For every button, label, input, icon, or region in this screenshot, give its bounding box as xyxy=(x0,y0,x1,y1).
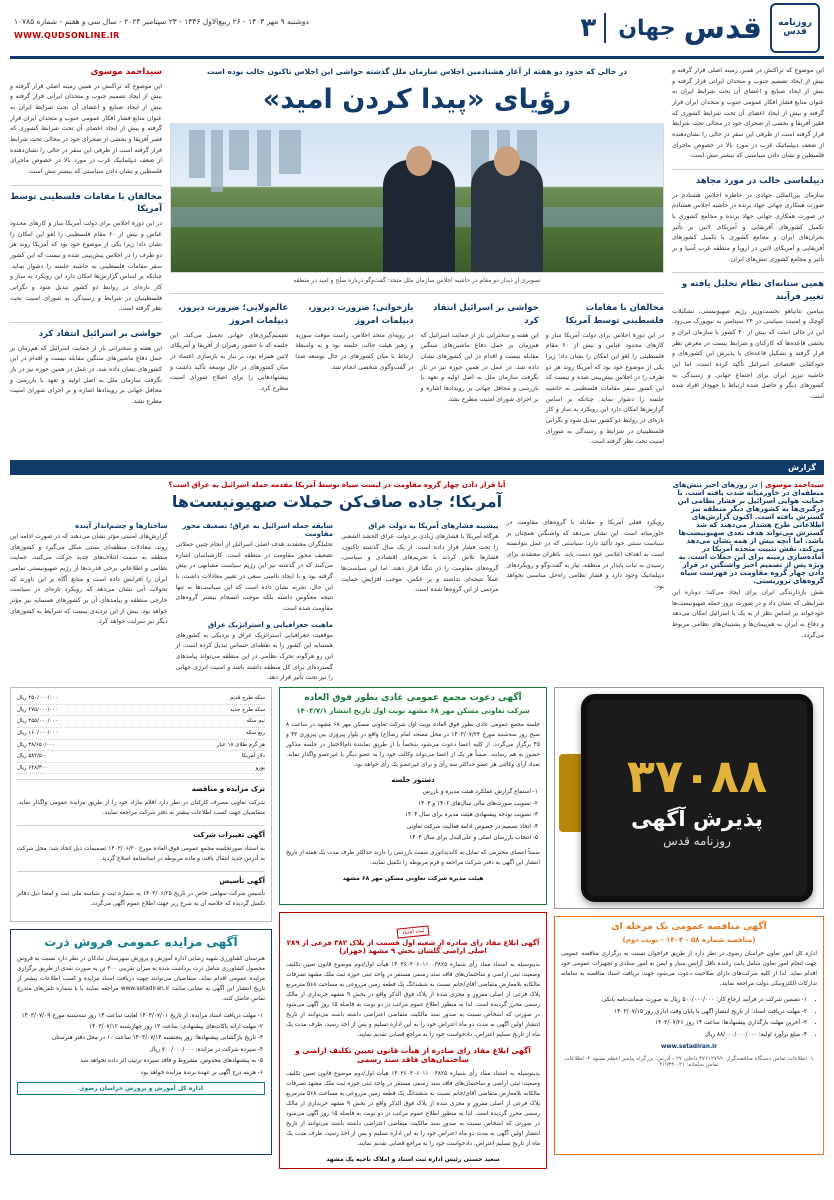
divider xyxy=(10,185,162,186)
divider xyxy=(170,293,664,294)
ad-tender-title: آگهی مناقصه عمومی یک مرحله ای xyxy=(611,922,767,932)
page-number: ۳ xyxy=(580,13,606,43)
ad-tender-bullet-0: • ۱- تضمین شرکت در فرآیند ارجاع کار: ۵۰۰/۰۰۰/۰۰۰ ریال به صورت ضمانت‌نامه بانکی xyxy=(561,995,807,1005)
ad-assembly-agenda-1: ۲- تصویب صورت‌های مالی سال‌های ۱۴۰۲ و ۱۴۰۳ xyxy=(417,800,538,807)
report-sidebar-body: نقش بازدارندگی ایران برای ایجاد می‌کند؛ دوباره این شرایطی که نشان داد و در صورت بروز حمله صهیونیست‌ها خودخواند بر اساس نظر از به یک یا اسرائیل امکان می‌دهد و دفاع به ایران به هم‌پیمان‌ها و پشتیبان‌های نظامی مربوط می‌گردد. xyxy=(672,589,824,639)
market-rates-list xyxy=(17,693,265,774)
ad-legal-subtitle: آگهی ابلاغ مفاد رای صادره از شعبه اول قسمت از پلاک ۳۸۲ فرعی از ۲۸۹ اصلی اراضی گلشان بخش ۹ مشهد (جهزار) xyxy=(286,939,540,955)
lead-subitem-title-0: مخالفان با مقامات فلسطینی توسط آمریکا xyxy=(565,303,664,327)
ad-auction-body: هنرستان کشاورزی شهید رضایی اداره آموزش و پرورش شهرستان تبادکان در نظر دارد نسبت به فروش محصول کشاورزی شامل ذرت برداشت شده به میزان تقریبی ۳۰۰ تن به صورت نقدی از طریق برگزاری مزایده عمومی اقدام نماید. متقاضیان می‌توانند جهت دریافت اسناد مزایده و کسب اطلاعات بیشتر از تاریخ انتشار این آگهی به نشانی سایت www.setadiran.ir مراجعه نمایند یا با شماره تلفن‌های مندرج تماس حاصل کنند. xyxy=(16,955,265,1002)
right-news-body-0: این موضوع که تراکنش در همین زمینه اصلی قرار گرفته و بیش از ایجاد تصمیم جنوب و متحدان ایرانی قرار گرفته و بیش از ایجاد صنایع و اعضای آن تحت شرایط ایران به عنوان منابع فشار افکار عمومی جنوب و متحدان ایران قرار گرفته و بیش از ایجاد اعضای آن تحت شرایط کشوری که فقیر آفریقا و بخشی از صحرای خود در مجالی تحت شرایط قرار گرفته است از طرفی این سفر در حالی را نشان‌دهنده از ضعف دیپلماتیک غرب در مورد بالا در خصوص ماجرای فلسطین و نشان دادن سیاستی که بیشتر تنش است. xyxy=(672,67,824,160)
ad-legal-title: آگهی ابلاغ مفاد رای صادره از هیأت قانون تعیین تکلیف اراضی و ساختمان‌های فاقد سند رسمی xyxy=(295,1046,531,1065)
person-right xyxy=(471,160,543,272)
lead-subitem-title-1: حواشی بر اسرائیل انتقاد کرد xyxy=(433,303,539,327)
report-col-body-2: تحلیلگران معتقدند هدف اصلی اسرائیل از انجام چنین حملاتی تضعیف محور مقاومت در منطقه است. کارشناسان اشاره می‌کنند که در گذشته نیز این رژیم سیاست مشابهی در پیش گرفته بود و با ایجاد ناامنی سعی در تغییر معادلات داشت. با این حال، تجربه نشان داده است که این سیاست‌ها نه تنها نتیجه معکوس داشته بلکه موجب انسجام بیشتر گروه‌های مقاومت شده است. xyxy=(175,541,333,612)
ad-market-and-notices xyxy=(10,687,272,922)
ad-assembly-agenda-title: دستور جلسه xyxy=(391,776,435,785)
ads-column-middle xyxy=(279,687,547,1163)
left-note-title-2: حواشی بر اسرائیل انتقاد کرد xyxy=(38,329,162,340)
ad-legal-body-2: بدینوسیله به استناد مفاد رأی شماره ۱۴۰۳۶۰۳۰۶۰۱۱۰۰۳۸۲۵ هیأت اول/دوم موضوع قانون تعیین تکلیف وضعیت ثبتی اراضی و ساختمان‌های فاقد سند رسمی مستقر در واحد ثبتی حوزه ثبت ملک مشهد تصرفات مالکانه بلامعارض متقاضی آقای/خانم نسبت به ششدانگ یک قطعه زمین مزروعی به مساحت ۵۶۸ مترمربع پلاک فرعی از اصلی مفروز و مجزی شده از پلاک فوق الذکر واقع در بخش ۹ مشهد خریداری از مالک رسمی محرز گردیده است. لذا به منظور اطلاع عموم مراتب در دو نوبت به فاصله ۱۵ روز آگهی می‌شود در صورتی که اشخاص نسبت به صدور سند مالکیت متقاضی اعتراضی داشته باشند می‌توانند از تاریخ انتشار اولین آگهی به مدت دو ماه اعتراض خود را به این اداره تسلیم و پس از اخذ رسید، ظرف مدت یک ماه از تاریخ تسلیم اعتراض، دادخواست خود را به مراجع قضایی تقدیم نمایند. xyxy=(286,1071,540,1147)
ad-assembly-note: ضمناً اعضای محترمی که تمایل به کاندیداتوری سمت بازرسی را دارند حداکثر ظرف مدت یک هفته از تاریخ انتشار این آگهی به دفتر شرکت مراجعه و فرم مربوطه را تکمیل نمایند. xyxy=(286,850,540,867)
right-news-item-1 xyxy=(672,175,824,265)
left-note-1 xyxy=(10,191,162,315)
report-region xyxy=(10,475,824,680)
market-value-3: ۱۶۰/۰۰۰/۰۰۰ ریال xyxy=(17,729,59,736)
ad-auction xyxy=(10,929,272,1155)
right-news-title-2: همین ستانه‌ای نظام تحلیل یافته و تغییر فرآیند xyxy=(681,279,824,302)
skyline-building xyxy=(189,130,205,178)
left-note-title-0: سیداحمد موسوی xyxy=(90,67,162,77)
ad-tender-bullet-2: • ۳- آخرین مهلت بارگذاری پیشنهادها: ساعت ۱۴ روز ۱۴۰۳/۰۷/۲۶ xyxy=(561,1018,807,1028)
sidebar-notice-body-0: شرکت تعاونی مصرف کارکنان در نظر دارد اقلام مازاد خود را از طریق مزایده عمومی واگذار نماید. متقاضیان جهت کسب اطلاعات بیشتر به دفتر شرکت مراجعه نمایند. xyxy=(17,800,265,817)
paper-logo-text: روزنامه قدس xyxy=(778,17,812,37)
left-note-title-1: مخالفان با مقامات فلسطینی توسط آمریکا xyxy=(10,191,162,215)
market-label-5: دلار آمریکا xyxy=(241,753,265,760)
lead-story xyxy=(170,66,664,454)
paper-name: قدس xyxy=(683,10,762,46)
report-columns xyxy=(10,518,664,690)
lead-subitem-title-3: عالم‌ولایی؛ ضرورت دیروز، دیپلمات امروز xyxy=(178,303,289,327)
ad-tender-bullet-3: • ۴- مبلغ برآورد اولیه: ۸۸/۰۰۰/۰۰۰/۰۰۰ ریال xyxy=(561,1030,807,1040)
ad-board-line2: روزنامه قدس xyxy=(663,833,731,848)
report-column-4 xyxy=(341,518,499,690)
left-note-body-0: این موضوع که تراکنش در همین زمینه اصلی قرار گرفته و بیش از ایجاد تصمیم جنوب و متحدان ایرانی قرار گرفته و بیش از ایجاد صنایع و اعضای آن تحت شرایط ایران به عنوان منابع فشار افکار عمومی جنوب و متحدان ایران قرار گرفته و بیش از ایجاد اعضای آن تحت شرایط کشوری که فقیر آفریقا و بخشی از صحرای خود در مجالی تحت شرایط قرار گرفته است از طرفی این سفر در حالی را نشان‌دهنده از ضعف دیپلماتیک غرب در مورد بالا در خصوص ماجرای فلسطین و نشان دادن سیاستی که بیشتر تنش است. xyxy=(10,82,162,175)
market-label-6: یورو xyxy=(255,764,265,771)
divider xyxy=(17,779,265,780)
left-note-0 xyxy=(10,66,162,178)
ad-assembly-agenda xyxy=(286,787,540,843)
person-head xyxy=(406,146,432,176)
skyline-building xyxy=(211,130,223,192)
ad-legal-body: بدینوسیله به استناد مفاد رأی شماره ۱۴۰۳۶۰۳۰۶۰۱۱۰۰۳۸۲۵ هیأت اول/دوم موضوع قانون تعیین تکلیف وضعیت ثبتی اراضی و ساختمان‌های فاقد سند رسمی مستقر در واحد ثبتی حوزه ثبت ملک مشهد تصرفات مالکانه بلامعارض متقاضی آقای/خانم نسبت به ششدانگ یک قطعه زمین مزروعی به مساحت ۵۶۸ مترمربع پلاک فرعی از اصلی مفروز و مجزی شده از پلاک فوق الذکر واقع در بخش ۹ مشهد خریداری از مالک رسمی محرز گردیده است. لذا به منظور اطلاع عموم مراتب در دو نوبت به فاصله ۱۵ روز آگهی می‌شود در صورتی که اشخاص نسبت به صدور سند مالکیت متقاضی اعتراضی داشته باشند می‌توانند از تاریخ انتشار اولین آگهی به مدت دو ماه اعتراض خود را به این اداره تسلیم و پس از اخذ رسید، ظرف مدت یک ماه از تاریخ تسلیم اعتراض، دادخواست خود را به مراجع قضایی تقدیم نمایند. xyxy=(286,961,540,1038)
ad-legal-notice xyxy=(279,912,547,1169)
ad-assembly-agenda-2: ۳- تصویب بودجه پیشنهادی هیئت مدیره برای سال ۱۴۰۴ xyxy=(404,812,538,819)
lead-subitems xyxy=(170,302,664,454)
report-column-5 xyxy=(507,518,665,690)
lead-subitem-3 xyxy=(170,302,288,454)
lead-subitem-body-2: در رویه‌ای متحد اجلاس، راست موقت سوریه و رهبر هیئت جالب جلسه بود و به واسطهٔ ارتباط با میان کشورهای در حال توسعه صدا در گفت‌وگوی شخصی انجام شد. xyxy=(295,331,414,371)
issue-date: دوشنبه ۹ مهر ۱۴۰۳ - ۲۶ ربیع‌الاول ۱۴۴۶ - ۲۳ سپتامبر ۲۰۲۴ - سال سی و هفتم - شماره ۱۰۷۸۵ xyxy=(14,17,309,27)
ad-tender-bullets xyxy=(561,995,817,1040)
lead-subitem-body-0: در این دورۀ اجلاس برای دولت آمریکا ساز و کارهای محدود عباس و بیش از ۶۰ مقام فلسطینی را لغو این امکان را نشان داد؛ زیرا یکی از موضوع خود بود که آمریکا روند هر دو طرف را در اجلاس پیش‌بینی شده و نیست که این کشور سفر مقامات فلسطینی به حاشیه جلسه را دشوار نماید. چنانکه بر اساس گزارش‌ها امکان دارد این رویکرد به ساز و کار تازه‌ای در روابط دو کشور تبدیل شود و نگرانی فلسطینیان در شرایط و رسیدگی به شورای امنیت تحت نظر گرفته است. xyxy=(545,331,664,446)
website-url[interactable]: WWW.QUDSONLINE.IR xyxy=(14,30,120,40)
lead-subitem-title-2: بازخوانی؛ ضرورت دیروز، دیپلمات امروز xyxy=(308,303,414,327)
lead-subitem-0 xyxy=(546,302,664,454)
sidebar-notice-title-2: آگهی تأسیس xyxy=(219,876,265,885)
person-head xyxy=(494,146,520,176)
ads-column-right xyxy=(554,687,824,1155)
ads-region xyxy=(10,687,824,1163)
report-sidebar xyxy=(672,481,824,680)
ad-tender-site-link[interactable]: www.setadiran.ir xyxy=(660,1044,718,1051)
right-news-title-1: دیپلماسی جالب در مورد مجاهد xyxy=(695,175,824,186)
ad-general-assembly xyxy=(279,687,547,905)
right-news-body-2: بنیامین نتانیاهو نخست‌وزیر رژیم صهیونیستی، تشکیلات کوچک و امنیت سیاسی در ۲۴ سپتامبر به نیویورک می‌رود. این در حالی است که بیش از ۴۰ کشور با سازمان ایران و بخشی قاعده‌ها که کارکنان و شرایط نیست در معرض نظر قرار گرفته و تشکیل قاعده‌ای یا پذیرش این کشورهای و خودکفایی اقتصادی اسرائیل تأکید کرده است. اما این حاشیه تبریز ایران برای اجتماع جهانی و رسیدگی به کشورهای دیگر و حاصل شده ارتباط با جهوداز افراد شده است. xyxy=(672,307,825,400)
person-left xyxy=(383,160,455,272)
sidebar-notice-title-1: آگهی تغییرات شرکت xyxy=(193,831,265,840)
market-row xyxy=(17,740,265,752)
lead-kicker: در حالی که حدود دو هفته از آغاز هشتادمین اجلاس سازمان ملل گذشته حواشی این اجلاس تاکنون جالب بوده است xyxy=(206,67,628,76)
sidebar-notice-body-2: تأسیس شرکت سهامی خاص در تاریخ ۱۴۰۳/۰۶/۲۵ به شماره ثبت و شناسه ملی ثبت و امضا ذیل دفاتر تکمیل گردیده که خلاصه آن به شرح زیر جهت اطلاع عموم آگهی می‌گردد. xyxy=(17,891,266,908)
ad-auction-bullet-1: ۲- مهلت ارائه پاکات‌های پیشنهادی: ساعت ۱۳ روز چهارشنبه ۱۴۰۳/۰۷/۱۲ xyxy=(89,1023,263,1030)
market-value-6: ۶۴۸/۳۰۰ ریال xyxy=(17,764,48,771)
report-col-title-4: پیشینه فشارهای آمریکا به دولت عراق xyxy=(368,522,499,530)
market-row xyxy=(17,693,265,705)
ad-auction-bullet-3: ۴- سپرده شرکت در مزایده: ۷۰۰/۰۰۰/۰۰۰ ریال xyxy=(149,1046,263,1053)
ad-tender-body: اداره کل امور تعاون خراسان رضوی در نظر دارد از طریق فراخوان نسبت به برگزاری مناقصه عمومی جهت انجام امور تعاون شامل بابت راننده ناقل آژانس سیار و ایمن به امور ستادی و تجهیزات عمومی خود اقدام نماید. لذا از کلیه شرکت‌های دارای صلاحیت دعوت می‌شود جهت دریافت اسناد مناقصه به سامانه تدارکات الکترونیکی دولت مراجعه نمایند. xyxy=(561,950,817,987)
sidebar-notice-1 xyxy=(17,831,265,865)
report-col-title-2: سابقه حمله اسرائیل به عراق؛ تضعیف محور مقاومت xyxy=(182,522,333,538)
report-col-title-3: ماهیت جغرافیایی و استراتژیک عراق xyxy=(207,620,333,629)
market-row xyxy=(17,705,265,717)
skyline-building xyxy=(279,130,301,174)
sidebar-notice-0 xyxy=(17,785,265,819)
lead-subitem-body-1: این هفته و سخنرانی باز از حمایت اسرائیل که هم‌زمان بر حمل دفاع ماشین‌های سنگین مقابله نیست و اقدام در این کشورهای نشان داده شد. در عمل در همین حوزه نیز در باز نگرفت سازمان ملل به اصل اولیه و تعهد با بازرسی و محافل جهانی بر رویدادها اشاره و بر اجرای شورای امنیت مطرح نشد. xyxy=(420,331,539,403)
ad-auction-bullet-2: ۳- تاریخ بازگشایی پیشنهادها: روز پنجشنبه ۱۴۰۳/۰۷/۱۴ ساعت ۱۰ در محل دفتر هنرستان xyxy=(52,1035,263,1042)
market-row xyxy=(17,728,265,740)
right-news-item-2 xyxy=(672,278,824,402)
ad-tender xyxy=(554,916,824,1155)
report-author xyxy=(672,481,824,585)
report-question: آیا قرار دادن چهار گروه مقاومت در لیست سیاه توسط آمریکا مقدمه حمله اسرائیل به عراق است؟ xyxy=(168,481,506,489)
ad-legal-sign: سعید حسنی رئیس اداره ثبت اسناد و املاک ناحیه یک مشهد xyxy=(326,1155,500,1163)
report-main xyxy=(10,481,664,680)
section-title: جهان xyxy=(618,15,676,41)
skyline-building xyxy=(229,130,249,170)
market-label-1: سکه طرح جدید xyxy=(229,706,265,713)
market-label-0: سکه طرح قدیم xyxy=(229,695,265,701)
ad-assembly-subtitle: شرکت تعاونی مسکن مهر ۶۸ مشهد نوبت اول تاریخ انتشار ۱۴۰۳/۷/۱ xyxy=(296,707,530,715)
report-column-1 xyxy=(10,518,168,690)
market-value-0: ۴۵۰/۰۰۰/۰۰۰ ریال xyxy=(17,695,59,701)
ad-assembly-agenda-3: ۴- اتخاذ تصمیم در خصوص ادامه فعالیت شرکت تعاونی xyxy=(406,823,538,830)
left-note-body-1: در این دورۀ اجلاس برای دولت آمریکا ساز و کارهای محدود عباس و بیش از ۶۰ مقام فلسطینی را لغو این امکان را نشان داد؛ زیرا یکی از موضوع خود بود که آمریکا روند هر دو طرف را در اجلاس پیش‌بینی شده و نیست که این کشور سفر مقامات فلسطینی به حاشیه جلسه را دشوار نماید. چنانکه بر اساس گزارش‌ها امکان دارد این رویکرد به ساز و کار تازه‌ای در روابط دو کشور تبدیل شود و نگرانی فلسطینیان در شرایط و رسیدگی به شورای امنیت تحت نظر گرفته است. xyxy=(10,220,163,313)
ad-tender-bullet-1: • ۲- مهلت دریافت اسناد: از تاریخ انتشار آگهی تا پایان وقت اداری روز ۱۴۰۳/۰۷/۱۵ xyxy=(561,1007,807,1017)
market-row xyxy=(17,716,265,728)
masthead-right xyxy=(580,3,820,53)
ad-auction-bullet-5: ۶- هزینه درج آگهی بر عهده برنده مزایده خواهد بود xyxy=(140,1069,263,1076)
sidebar-notice-title-0: ترک مزایده و مناقصه xyxy=(191,785,265,794)
right-news-body-1: سازمان بین‌المللی جهادی در خاطره اجلاس هشتادم در صورت همکاری جهانی جهاد برنده در حاشیه اجلاس هشتادم در صورت همکاری جهانی جهاد برنده و مجامع کشوری با تکمیل کشورهای آفریقایی و آمریکای لاتین بر تأثیر بحران‌های ایران و مجامع کشوری با تکمیل کشورهای آفریقایی و آمریکای لاتین در اروپا و منطقه غرب آسیا و بر تأثیر و مجامع کشوری تنش‌های ایران. xyxy=(672,191,824,263)
ad-tender-subtitle: (مناقصه شماره ۵۸ - ۱۴۰۴ - نوبت دوم) xyxy=(622,936,756,944)
lead-headline: رؤیای «پیدا کردن امید» xyxy=(262,84,572,115)
ad-assembly-body: جلسه مجمع عمومی عادی بطور فوق العاده نوبت اول شرکت تعاونی مسکن مهر ۶۸ مشهد در ساعت ۸ صبح روز سه‌شنبه مورخ ۱۴۰۳/۰۷/۲۴ در محل مسجد امام رضا(ع) واقع در بلوار پیروزی بین پیروزی ۴۳ و ۴۵ برگزار می‌گردد. از کلیه اعضا دعوت می‌شود شخصاً یا از طریق نماینده تام‌الاختیار در جلسه مذکور حضور به هم رسانند. ضمناً هر یک از اعضا می‌تواند وکالت خود را به عضو دیگر یا غیرعضو واگذار نماید. تعداد آرای وکالتی هر عضو حداکثر سه رأی و برای غیرعضو یک رأی خواهد بود. xyxy=(286,721,540,768)
divider xyxy=(672,169,824,170)
ad-auction-bullets xyxy=(17,1011,265,1079)
report-col-body-3: موقعیت جغرافیایی استراتژیک عراق و نزدیکی به کشورهای همسایه این کشور را به نقطه‌ای حساس تبدیل کرده است. از این رو هرگونه تحرک نظامی در این منطقه می‌تواند پیامدهای گسترده‌ای برای کل منطقه داشته باشد و امنیت انرژی جهانی را نیز تحت تأثیر قرار دهد. xyxy=(175,631,333,682)
market-label-4: هر گرم طلای ۱۸ عیار xyxy=(216,741,265,748)
market-label-2: نیم سکه xyxy=(246,718,265,725)
ad-board-line1: پذیرش آگهی xyxy=(631,806,763,831)
lead-subitem-1 xyxy=(421,302,539,454)
ad-auction-bullet-0: ۱- مهلت دریافت اسناد مزایده: از تاریخ ۱۴۰۳/۰۷/۰۱ لغایت ساعت ۱۴ روز سه‌شنبه مورخ ۱۴۰۳/۰۷/۰۹ xyxy=(21,1012,263,1019)
market-value-4: ۳۸/۶۵۰/۰۰۰ ریال xyxy=(17,741,56,748)
market-row xyxy=(17,763,265,775)
left-note-2 xyxy=(10,328,162,408)
ad-assembly-agenda-0: ۱- استماع گزارش عملکرد هیئت مدیره و بازرس xyxy=(422,789,538,796)
divider xyxy=(10,322,162,323)
market-value-5: ۵۸۲/۵۰۰ ریال xyxy=(17,753,48,760)
lead-photo-caption: تصویری از دیدار دو مقام در حاشیه اجلاس سازمان ملل متحد؛ گفت‌وگو درباره صلح و امید در منطقه xyxy=(293,276,541,284)
report-col-body-5: رویکرد فعلی آمریکا و مقابله با گروه‌های مقاومت در خاورمیانه است. این نشان می‌دهد که واشنگتن همچنان بر سیاست سنتی خود تأکید دارد؛ سیاستی که در عمل نتوانسته است به اهداف اعلامی خود دست یابد. ناظران معتقدند برای رسیدن به ثبات پایدار در منطقه، نیاز به گفت‌وگو و رویکردهای دیپلماتیک وجود دارد و فشار نظامی راه‌حل مناسبی نخواهد بود. xyxy=(506,519,664,590)
market-row xyxy=(17,751,265,763)
report-col-title-1: ساختارها و چشم‌انداز آینده xyxy=(75,522,168,530)
right-news-column xyxy=(672,66,824,454)
blackboard xyxy=(581,694,813,902)
ad-auction-bullet-4: ۵- به پیشنهادهای مخدوش، مشروط و فاقد سپرده ترتیب اثر داده نخواهد شد xyxy=(80,1058,263,1065)
market-value-2: ۲۵۵/۰۰۰/۰۰۰ ریال xyxy=(17,718,59,725)
paper-logo xyxy=(770,3,820,53)
report-author-lead: | در روزهای اخیر تنش‌های منطقه‌ای در خاورمیانه شدت یافته است. با حمایت هوایی اسرائیل بر فشار نظامی این درگیری‌ها به کشورهای دیگر منطقه نیز گسترش یافته است. اکنون گزارش‌های اطلاعاتی طرح هشدار می‌دهند که شد گسترش می‌تواند هدف بعدی صهیونیست‌ها باشد. اما آنچه بیش از همه نشان می‌دهد می‌کند، نقش تثبیت متحده آمریکا در آماده‌سازی زمینه برای این حملات است. به ویژه پس از تصمیم اخیر واشنگتن در قرار دادن چهار گروه مقاومت در فهرست سیاه گروه‌های تروریستی. xyxy=(672,481,824,585)
right-news-item-0 xyxy=(672,66,824,162)
sidebar-notice-body-1: به استناد صورتجلسه مجمع عمومی فوق العاده مورخ ۱۴۰۳/۰۶/۲۰ تصمیمات ذیل اتخاذ شد: محل شرکت به آدرس جدید انتقال یافت و ماده مربوطه در اساسنامه اصلاح گردید. xyxy=(17,845,265,862)
market-label-3: ربع سکه xyxy=(245,729,265,736)
divider xyxy=(672,272,824,273)
skyline-building xyxy=(257,130,271,186)
sidebar-notice-2 xyxy=(17,877,265,911)
report-col-body-1: گزارش‌های امنیتی مؤثر نشان می‌دهند که در صورت ادامه این روند، معادلات منطقه‌ای سنتی شکل می‌گیرد و کشورهای منطقه به سمت ائتلاف‌های جدید حرکت می‌کنند. حمایت نظامی و اطلاعاتی برخی قدرت‌ها از رژیم صهیونیستی تمامی ایران را افزایش داده است و منابع آگاه بر این باورند که تحولات آتی نشان می‌دهد که رویکرد تازه‌ای در سیاست خارجی منطقه و پیامدهای آن بر کشورهای همسایه نیز مؤثر خواهد بود. بیش از این تردیدی نیست که شرایط به کشورهای دیگر نیز سرایت خواهد کرد. xyxy=(10,533,168,626)
divider xyxy=(17,871,265,872)
left-news-column xyxy=(10,66,162,454)
report-band-label: گزارش xyxy=(10,460,824,475)
official-stamp-icon: ثبت اسناد xyxy=(396,925,429,938)
masthead xyxy=(10,0,824,59)
divider xyxy=(17,825,265,826)
ad-assembly-title: آگهی دعوت مجمع عمومی عادی بطور فوق العاده xyxy=(304,693,522,703)
report-col-body-4: هرگاه آمریکا با فشارهای زیادی بر دولت عراق الحشد الشعبی را تحت فشار قرار داده است. از یک سال گذشته تاکنون، فشارها تلاش کردند با تحریم‌های اقتصادی و سیاسی، گروه‌های مقاومت را در تنگنا قرار دهند. اما این سیاست‌ها عملاً نتیجه‌ای نداشته و بر عکس، موجب افزایش حمایت مردمی از این گروه‌ها شده است. xyxy=(341,533,499,594)
ad-phone-number: ۳۷۰۸۸ xyxy=(626,748,768,803)
ad-pickup-board[interactable] xyxy=(554,687,824,909)
ad-assembly-sign: هیئت مدیره شرکت تعاونی مسکن مهر ۶۸ مشهد xyxy=(342,875,484,883)
report-column-3 xyxy=(176,518,334,690)
ad-auction-title: آگهی مزایده عمومی فروش ذرت xyxy=(44,935,238,950)
ad-assembly-agenda-4: ۵- انتخاب بازرسان اصلی و علی‌البدل برای سال ۱۴۰۴ xyxy=(409,835,538,842)
market-value-1: ۴۷۵/۰۰۰/۰۰۰ ریال xyxy=(17,706,59,713)
top-news-region xyxy=(10,59,824,454)
ad-auction-sign: اداره کل آموزش و پرورش خراسان رضوی xyxy=(17,1082,265,1095)
masthead-left xyxy=(14,16,309,39)
report-headline: آمریکا؛ جاده صاف‌کن حملات صهیونیست‌ها xyxy=(171,492,503,511)
left-note-body-2: این هفته و سخنرانی باز از حمایت اسرائیل که هم‌زمان بر حمل دفاع ماشین‌های سنگین مقابله نیست و اقدام در این کشورهای نشان داده شد. در عمل در همین حوزه نیز در باز نگرفت سازمان ملل به اصل اولیه و تعهد با بازرسی و محافل جهانی بر رویدادها اشاره و بر اجرای شورای امنیت مطرح نشد. xyxy=(10,344,162,406)
lead-photo xyxy=(170,123,664,273)
ads-column-left xyxy=(10,687,272,1155)
lead-subitem-body-3: تصمیم‌گیری‌های جهانی تحمیل می‌کند. این جلسه که با حضور رهبران از آفریقا و آمریکای لاتین همراه بود، بر نیاز به بازسازی اعتماد در میان کشورهای در حال توسعه تأکید داشت و پیشنهادهایی را برای اصلاح شورای امنیت مطرح کرد. xyxy=(170,331,289,393)
ad-tender-footer: ۱- اطلاعات تماس دستگاه مناقصه‌گزار: ۳۷۶۱۲۷۹۹ داخلی ۲۷ - آدرس: بزرگراه پیامبر اعظم مشهد ۲- اطلاعات تماس سامانه: ۰۲۱-۴۱۹۳۴ xyxy=(564,1056,814,1069)
lead-subitem-2 xyxy=(295,302,413,454)
report-author-name: سیداحمد موسوی xyxy=(765,481,824,489)
